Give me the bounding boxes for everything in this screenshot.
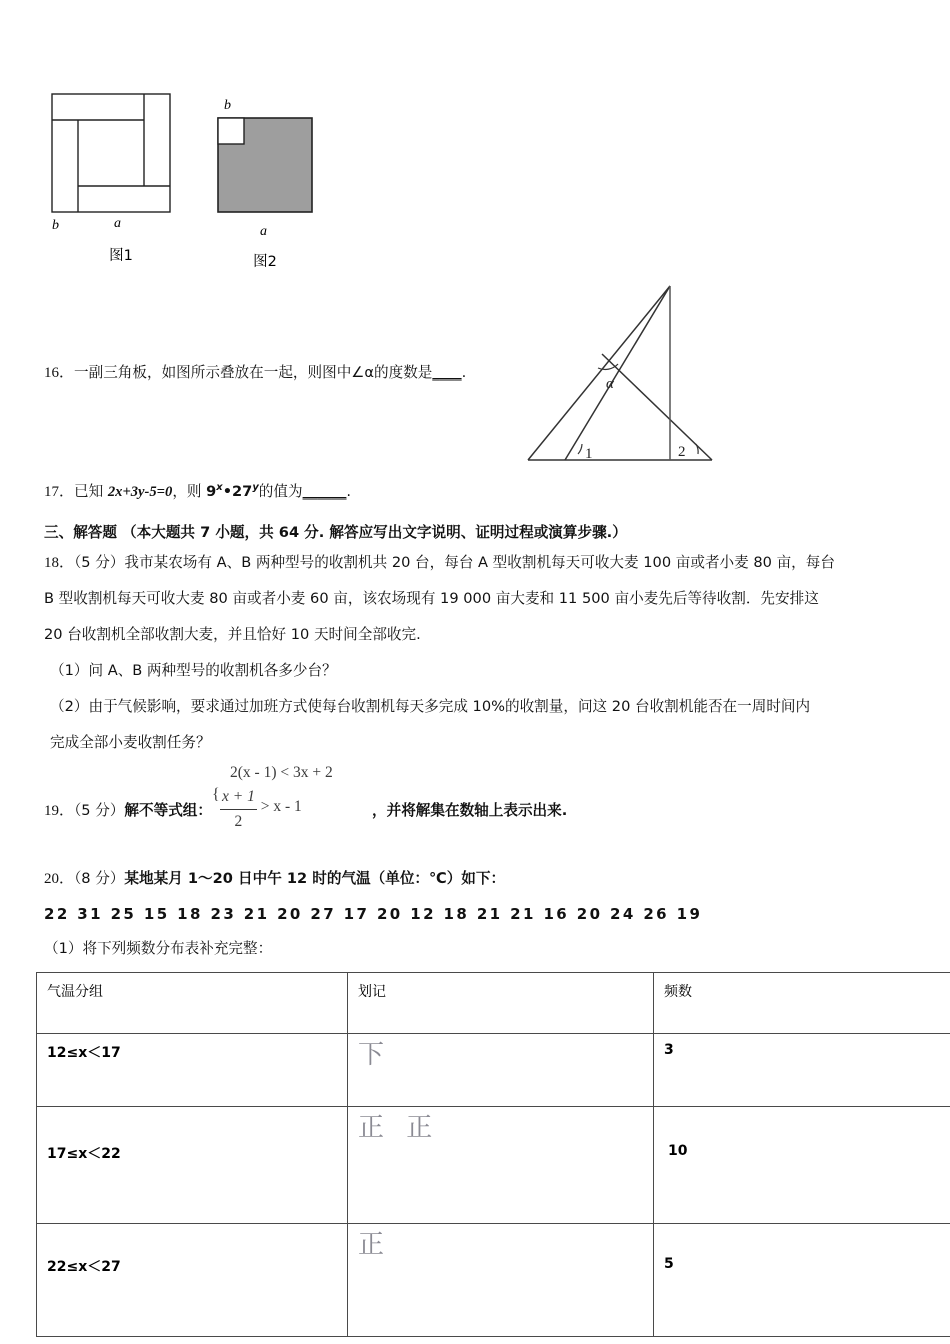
table-cell-group-3: 22≤x＜27 (37, 1224, 348, 1337)
question-16-blank[interactable]: ____ (432, 364, 462, 381)
question-19-score: （5 分） (74, 802, 125, 819)
figure-1-svg (44, 88, 194, 223)
table-cell-frequency-2[interactable]: 10 (654, 1107, 950, 1224)
question-19-number: 19． (44, 803, 75, 819)
question-18-line-3: 20 台收割机全部收割大麦，并且恰好 10 天时间全部收完. (44, 626, 421, 643)
tally-marks-2: 正 正 (358, 1113, 440, 1143)
question-20-sub-1: （1）将下列频数分布表补充完整： (44, 940, 273, 957)
question-20-line-1 (44, 868, 505, 891)
table-row (37, 1107, 950, 1224)
inequality-brace: { (212, 786, 220, 803)
question-18-score: （5 分） (74, 554, 125, 571)
table-cell-tally-3 (348, 1224, 654, 1337)
table-header-group: 气温分组 (37, 973, 348, 1034)
question-17-expr-base1: 9 (206, 482, 217, 500)
table-cell-tally-2 (348, 1107, 654, 1224)
triangle-set-square-figure (520, 272, 730, 472)
figure-2-svg (212, 114, 322, 229)
question-17-middle: ，则 (172, 482, 207, 500)
angle-2-label: 2 (678, 444, 686, 460)
figures-row (44, 88, 364, 270)
angle-alpha-label: α (606, 376, 614, 392)
question-20-data-list: 22 31 25 15 18 23 21 20 27 17 20 12 18 21 21 16 20 24 26 19 (44, 905, 703, 923)
figure-2 (212, 98, 322, 271)
table-cell-tally-1 (348, 1034, 654, 1107)
question-20-number: 20． (44, 871, 75, 887)
question-17-blank[interactable]: ______ (302, 482, 347, 500)
question-20-text: 某地某月 1～20 日中午 12 时的气温（单位：℃）如下： (124, 870, 506, 887)
frequency-distribution-table (36, 972, 950, 1337)
figure-2-label-b: b (224, 98, 231, 113)
tally-marks-3: 正 (358, 1230, 392, 1260)
question-20-score: （8 分） (74, 870, 125, 887)
table-cell-group-2: 17≤x＜22 (37, 1107, 348, 1224)
question-17-equation: 2x+3y-5=0 (107, 483, 173, 500)
angle-1-label: 1 (585, 446, 593, 462)
question-19-tail: ，并将解集在数轴上表示出来. (372, 802, 568, 819)
question-18-sub-2-cont: 完成全部小麦收割任务？ (50, 734, 211, 751)
inequality-2-numerator: x + 1 (222, 788, 255, 805)
figure-1 (44, 88, 194, 265)
inequality-2-fraction (220, 785, 257, 834)
table-cell-frequency-3[interactable]: 5 (654, 1224, 950, 1337)
question-17-period: . (346, 482, 352, 500)
question-18-line-1 (44, 552, 835, 575)
question-17-number: 17． (44, 483, 75, 500)
inequality-2 (220, 783, 302, 832)
inequality-system (212, 764, 372, 831)
question-17-suffix: 的值为 (258, 482, 303, 500)
figure-2-caption: 图2 (253, 254, 277, 270)
inequality-2-denominator: 2 (220, 809, 257, 834)
table-cell-group-1: 12≤x＜17 (37, 1034, 348, 1107)
question-16-number: 16． (44, 365, 75, 381)
question-18-sub-2: （2）由于气候影响，要求通过加班方式使每台收割机每天多完成 10%的收割量，问这 20 台收割机能否在一周时间内 (50, 698, 811, 715)
question-18-line-2: B 型收割机每天可收大麦 80 亩或者小麦 60 亩，该农场现有 19 000 亩大麦和 11 500 亩小麦先后等待收割．先安排这 (44, 590, 819, 607)
table-header-frequency: 频数 (654, 973, 950, 1034)
table-row (37, 1224, 950, 1337)
section-3-heading: 三、解答题 （本大题共 7 小题，共 64 分. 解答应写出文字说明、证明过程或演算步骤.） (44, 524, 627, 541)
table-row (37, 1034, 950, 1107)
question-17-expr-dot: • (222, 482, 233, 500)
question-16-text: 一副三角板，如图所示叠放在一起，则图中∠α的度数是 (74, 364, 433, 381)
figure-1-caption: 图1 (109, 248, 133, 264)
question-18-sub-1: （1）问 A、B 两种型号的收割机各多少台？ (50, 662, 337, 679)
inequality-1: 2(x - 1) < 3x + 2 (230, 764, 333, 781)
table-header-row (37, 973, 950, 1034)
question-18-number: 18． (44, 555, 75, 571)
tally-marks-1: 下 (358, 1040, 392, 1070)
table-header-tally: 划记 (348, 973, 654, 1034)
question-17-expr-sup2: y (252, 482, 259, 493)
figure-2-label-a: a (260, 224, 267, 239)
question-19-label: 解不等式组： (124, 802, 212, 819)
question-17-prefix: 已知 (74, 482, 108, 500)
question-16 (44, 362, 466, 385)
question-16-period: . (461, 364, 467, 381)
question-17-expr-sup1: x (216, 482, 223, 493)
question-19 (44, 764, 568, 831)
question-17 (44, 480, 351, 504)
inequality-2-rhs: > x - 1 (260, 798, 302, 816)
figure-1-label-b: b (52, 218, 59, 233)
question-17-expr-base2: 27 (232, 482, 253, 500)
figure-1-label-a: a (114, 216, 121, 231)
question-18-text-1: 我市某农场有 A、B 两种型号的收割机共 20 台，每台 A 型收割机每天可收大麦 100 亩或者小麦 80 亩，每台 (124, 554, 835, 571)
table-cell-frequency-1[interactable]: 3 (654, 1034, 950, 1107)
